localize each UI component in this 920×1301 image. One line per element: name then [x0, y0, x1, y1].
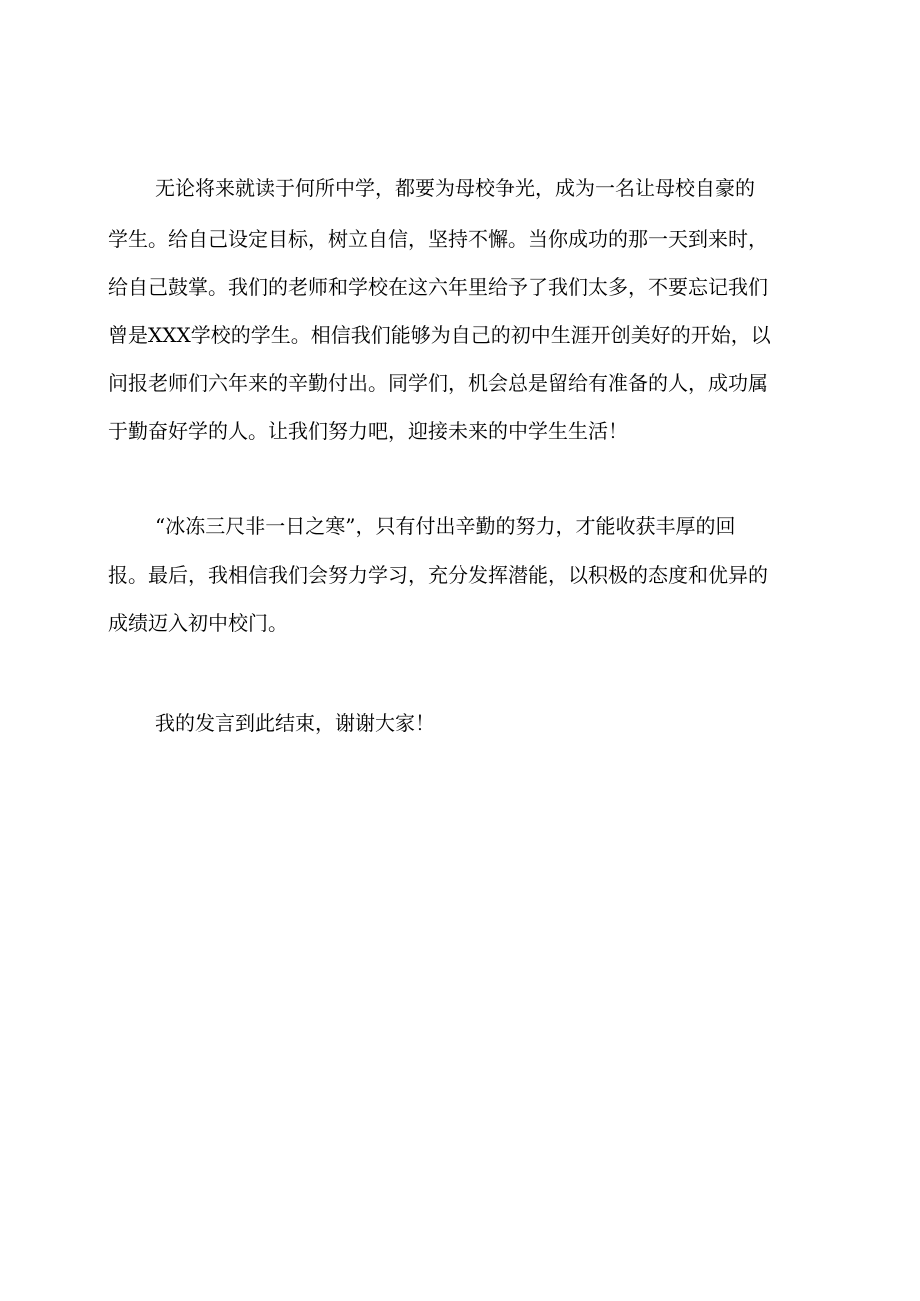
paragraph-line: 问报老师们六年来的辛勤付出。同学们，机会总是留给有准备的人，成功属 — [108, 371, 768, 395]
paragraph-line: 我的发言到此结束，谢谢大家！ — [155, 711, 435, 735]
paragraph-line: 于勤奋好学的人。让我们努力吧，迎接未来的中学生生活！ — [108, 419, 628, 443]
paragraph-line: 报。最后，我相信我们会努力学习，充分发挥潜能，以积极的态度和优异的 — [108, 563, 768, 587]
paragraph-line: “冰冻三尺非一日之寒”，只有付出辛勤的努力，才能收获丰厚的回 — [155, 514, 736, 538]
paragraph-line: 学生。给自己设定目标，树立自信，坚持不懈。当你成功的那一天到来时， — [108, 227, 768, 251]
paragraph-line: 给自己鼓掌。我们的老师和学校在这六年里给予了我们太多，不要忘记我们 — [108, 275, 768, 299]
paragraph-line: 无论将来就读于何所中学，都要为母校争光，成为一名让母校自豪的 — [155, 176, 755, 200]
paragraph-line: 曾是XXX学校的学生。相信我们能够为自己的初中生涯开创美好的开始，以 — [108, 323, 771, 347]
paragraph-line: 成绩迈入初中校门。 — [108, 611, 288, 635]
